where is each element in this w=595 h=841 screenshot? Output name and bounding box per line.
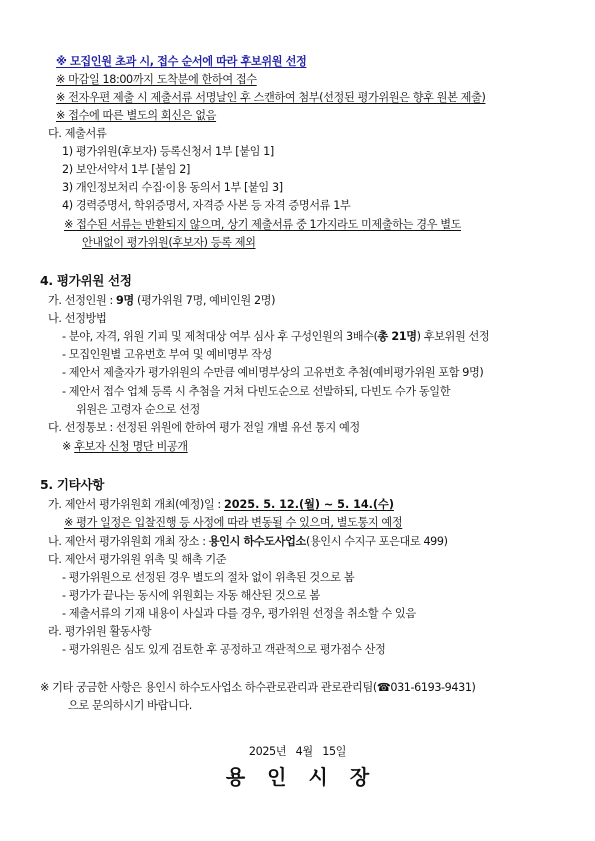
sec4-method-title: 나. 선정방법 <box>48 312 107 325</box>
section-5-title: 5. 기타사항 <box>40 477 104 492</box>
sec5-activities-1: - 평가위원은 심도 있게 검토한 후 공정하고 객관적으로 평가점수 산정 <box>62 643 386 656</box>
sec5-appointment-criteria: 다. 제안서 평가위원 위촉 및 해촉 기준 <box>48 553 227 566</box>
sec4-method-3: - 제안서 제출자가 평가위원의 수만큼 예비명부상의 고유번호 추첨(예비평가위원 포함 9명) <box>62 366 484 379</box>
sec4-method-1 <box>62 330 489 344</box>
sec4-note-text: 후보자 신청 명단 비공개 <box>74 440 188 453</box>
sec5-schedule-note: ※ 평가 일정은 입찰진행 등 사정에 따라 변동될 수 있으며, 별도통지 예정 <box>64 516 403 529</box>
sec4-note-mark: ※ <box>62 440 75 453</box>
contact-line1: ※ 기타 궁금한 사항은 용인시 하수도사업소 하수관로관리과 관로관리팀(☎031-6193-9431) <box>40 681 476 694</box>
sec5-schedule-label: 가. 제안서 평가위원회 개최(예정)일 : <box>48 498 224 511</box>
note-recruitment-excess: ※ 모집인원 초과 시, 접수 순서에 따라 후보위원 선정 <box>56 55 307 68</box>
sec4-method-4-line1: - 제안서 접수 업체 등록 시 추첨을 거쳐 다빈도순으로 선발하되, 다빈도 수가 동일한 <box>62 385 451 398</box>
issue-date: 2025년 4월 15일 <box>248 745 347 758</box>
note-deadline: ※ 마감일 18:00까지 도착분에 한하여 접수 <box>56 73 257 86</box>
docs-note-line2: 안내없이 평가위원(후보자) 등록 제외 <box>82 236 256 249</box>
docs-title: 다. 제출서류 <box>48 127 107 140</box>
sec4-headcount-value: 9명 <box>116 294 134 307</box>
sec4-method-1-pre: - 분야, 자격, 위원 기피 및 제척대상 여부 심사 후 구성인원의 3배수( <box>62 330 378 343</box>
sec5-criteria-3: - 제출서류의 기재 내용이 사실과 다를 경우, 평가위원 선정을 취소할 수 있음 <box>62 607 416 620</box>
sec4-headcount-label: 가. 선정인원 : <box>48 294 117 307</box>
section-4-title: 4. 평가위원 선정 <box>40 273 132 288</box>
sec5-venue-name: 용인시 하수도사업소 <box>208 535 306 548</box>
sec5-schedule-date: 2025. 5. 12.(월) ~ 5. 14.(수) <box>223 498 394 511</box>
sec4-notification-note <box>62 440 188 454</box>
note-no-reply: ※ 접수에 따른 별도의 회신은 없음 <box>56 109 217 122</box>
sec4-headcount <box>48 294 275 308</box>
doc-item-1: 1) 평가위원(후보자) 등록신청서 1부 [붙임 1] <box>62 145 274 158</box>
sec5-venue-label: 나. 제안서 평가위원회 개최 장소 : <box>48 535 209 548</box>
sec4-method-2: - 모집인원별 고유번호 부여 및 예비명부 작성 <box>62 348 272 361</box>
sec4-method-1-bold: 총 21명 <box>377 330 417 343</box>
sec5-schedule <box>48 498 394 512</box>
contact-line2: 으로 문의하시기 바랍니다. <box>68 699 192 712</box>
doc-item-2: 2) 보안서약서 1부 [붙임 2] <box>62 163 190 176</box>
doc-item-4: 4) 경력증명서, 학위증명서, 자격증 사본 등 자격 증명서류 1부 <box>62 199 351 212</box>
sec5-criteria-1: - 평가위원으로 선정된 경우 별도의 절차 없이 위촉된 것으로 봄 <box>62 571 355 584</box>
mayor-signature: 용인시장 <box>225 765 392 789</box>
sec4-headcount-detail: (평가위원 7명, 예비인원 2명) <box>133 294 276 307</box>
sec5-venue <box>48 535 448 549</box>
docs-note-line1: ※ 접수된 서류는 반환되지 않으며, 상기 제출서류 중 1가지라도 미제출하는 경우 별도 <box>64 218 462 231</box>
sec5-activities: 라. 평가위원 활동사항 <box>48 625 152 638</box>
sec4-method-1-post: ) 후보위원 선정 <box>416 330 490 343</box>
sec4-method-4-line2: 위원은 고령자 순으로 선정 <box>76 403 200 416</box>
sec5-venue-address: (용인시 수지구 포은대로 499) <box>305 535 448 548</box>
doc-item-3: 3) 개인정보처리 수집·이용 동의서 1부 [붙임 3] <box>62 181 283 194</box>
sec5-criteria-2: - 평가가 끝나는 동시에 위원회는 자동 해산된 것으로 봄 <box>62 589 320 602</box>
sec4-notification: 다. 선정통보 : 선정된 위원에 한하여 평가 전일 개별 유선 통지 예정 <box>48 421 360 434</box>
note-email-submission: ※ 전자우편 제출 시 제출서류 서명날인 후 스캔하여 첨부(선정된 평가위원은 향후 원본 제출) <box>56 91 486 104</box>
